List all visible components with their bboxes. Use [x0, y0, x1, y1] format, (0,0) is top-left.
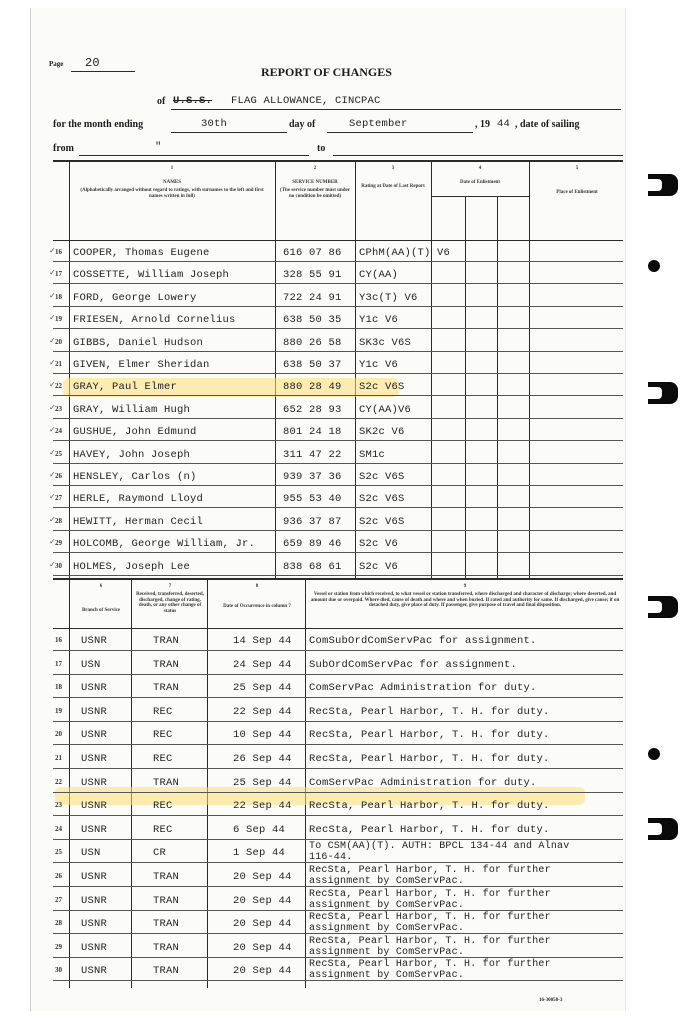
occurrence-date: 6 Sep 44: [233, 823, 286, 836]
occurrence-date: 24 Sep 44: [233, 658, 292, 671]
report-of-changes-page: [30, 8, 626, 1011]
row-number: 19: [55, 706, 62, 715]
row-number: 23: [55, 801, 62, 810]
rating: S2c V6S: [359, 515, 405, 528]
row-number: 26: [55, 472, 62, 480]
remarks: ComServPac Administration for duty.: [309, 682, 537, 695]
to-label: to: [317, 143, 326, 154]
member-name: GIBBS, Daniel Hudson: [73, 336, 204, 349]
status-change: TRAN: [153, 894, 180, 907]
rating: SK3c V6S: [359, 336, 412, 349]
occurrence-date: 25 Sep 44: [233, 682, 292, 695]
occurrence-date: 22 Sep 44: [233, 800, 292, 813]
rating: CY(AA): [359, 269, 399, 282]
occurrence-date: 14 Sep 44: [233, 635, 292, 647]
check-mark: ✓: [49, 514, 56, 524]
status-change: REC: [153, 705, 173, 718]
row-number: 16: [55, 636, 62, 644]
year-value: 44: [497, 118, 511, 130]
remarks: RecSta, Pearl Harbor, T. H. for further: [309, 935, 551, 947]
col1-number: 1: [170, 166, 174, 171]
service-number: 936 37 87: [283, 515, 342, 528]
struck-text: U.S.S.: [173, 95, 213, 107]
occurrence-date: 26 Sep 44: [233, 753, 292, 765]
col2-number: 2: [313, 166, 317, 171]
rating: Y3c(T) V6: [359, 291, 418, 304]
check-mark: ✓: [49, 447, 56, 457]
remarks-continued: assignment by ComServPac.: [309, 876, 465, 887]
row-number: 16: [55, 248, 62, 256]
from-value: ": [155, 141, 162, 153]
service-number: 328 55 91: [283, 269, 342, 282]
remarks: RecSta, Pearl Harbor, T. H. for duty.: [309, 753, 550, 765]
branch-of-service: USNR: [81, 965, 108, 978]
rating: Y1c V6: [359, 359, 399, 371]
occurrence-date: 20 Sep 44: [233, 941, 292, 954]
status-change: REC: [153, 753, 173, 765]
member-name: COOPER, Thomas Eugene: [73, 247, 210, 259]
col7-number: 7: [168, 584, 172, 589]
branch-of-service: USNR: [81, 635, 108, 647]
col2-note: (The service number must under no condition be omitted): [280, 188, 350, 199]
unit-name: FLAG ALLOWANCE, CINCPAC: [231, 95, 381, 107]
branch-of-service: USN: [81, 658, 101, 671]
branch-of-service: USNR: [81, 753, 108, 765]
day-label: day of: [289, 119, 316, 130]
branch-of-service: USNR: [81, 776, 108, 789]
occurrence-date: 10 Sep 44: [233, 729, 292, 742]
col4-number: 4: [478, 166, 482, 171]
binder-hole-1: [648, 260, 660, 272]
occurrence-date: 1 Sep 44: [233, 847, 286, 860]
col7-title: Received, transferred, deserted, discharged, change of rating, death, or any other change of status: [136, 592, 204, 614]
rating: S2c V6S: [359, 381, 405, 394]
remarks: RecSta, Pearl Harbor, T. H. for further: [309, 888, 551, 900]
row-number: 29: [55, 539, 62, 548]
row-number: 30: [55, 966, 62, 975]
page-label: Page: [49, 60, 64, 68]
remarks-continued: assignment by ComServPac.: [309, 970, 465, 982]
sailing-label: , date of sailing: [515, 119, 580, 130]
member-name: FRIESEN, Arnold Cornelius: [73, 314, 236, 327]
service-number: 638 50 37: [283, 359, 342, 371]
rating: S2c V6S: [359, 471, 405, 483]
status-change: TRAN: [153, 682, 180, 695]
rating: S2c V6: [359, 560, 399, 573]
branch-of-service: USNR: [81, 823, 108, 836]
branch-of-service: USNR: [81, 918, 108, 931]
service-number: 801 24 18: [283, 426, 342, 439]
member-name: GIVEN, Elmer Sheridan: [73, 359, 210, 371]
rating: S2c V6S: [359, 493, 405, 506]
col6-number: 6: [99, 584, 103, 589]
branch-of-service: USNR: [81, 894, 108, 907]
remarks: To CSM(AA)(T). AUTH: BPCL 134-44 and Alnav: [309, 841, 570, 853]
year-prefix: , 19: [475, 119, 490, 130]
remarks: RecSta, Pearl Harbor, T. H. for duty.: [309, 705, 550, 718]
col5-title: Place of Enlistment: [556, 190, 598, 195]
occurrence-date: 20 Sep 44: [233, 894, 292, 907]
member-name: GRAY, William Hugh: [73, 403, 191, 416]
row-number: 25: [55, 848, 62, 857]
branch-of-service: USNR: [81, 705, 108, 718]
branch-of-service: USN: [81, 847, 101, 860]
check-mark: ✓: [49, 268, 56, 278]
row-number: 17: [55, 659, 62, 668]
service-number: 659 89 46: [283, 538, 342, 551]
member-name: GUSHUE, John Edmund: [73, 426, 197, 439]
from-label: from: [53, 143, 74, 154]
row-number: 18: [55, 683, 62, 692]
member-name: HENSLEY, Carlos (n): [73, 471, 197, 483]
row-number: 20: [55, 337, 62, 346]
remarks-continued: assignment by ComServPac.: [309, 923, 465, 935]
binder-tab-3: [648, 596, 678, 618]
row-number: 27: [55, 895, 62, 904]
row-number: 25: [55, 449, 62, 458]
row-number: 22: [55, 382, 62, 391]
col3-number: 3: [391, 166, 395, 171]
check-mark: ✓: [49, 358, 56, 367]
rating: SM1c: [359, 448, 386, 461]
rating: Y1c V6: [359, 314, 399, 327]
member-name: COSSETTE, William Joseph: [73, 269, 230, 282]
status-change: TRAN: [153, 871, 180, 883]
status-change: TRAN: [153, 658, 180, 671]
service-number: 939 37 36: [283, 471, 342, 483]
col1-note: (Alphabetically arranged without regard to ratings, with surnames to the left and first names written in full): [80, 188, 264, 199]
branch-of-service: USNR: [81, 729, 108, 742]
member-name: HERLE, Raymond Lloyd: [73, 493, 204, 506]
page-number: 20: [85, 56, 100, 70]
row-number: 28: [55, 919, 62, 928]
remarks: RecSta, Pearl Harbor, T. H. for duty.: [309, 800, 550, 813]
check-mark: ✓: [49, 313, 56, 323]
month-value: September: [349, 118, 408, 130]
status-change: REC: [153, 823, 173, 836]
branch-of-service: USNR: [81, 682, 108, 695]
row-number: 17: [55, 270, 62, 279]
col3-title: Rating at Date of Last Report: [361, 184, 425, 189]
service-number: 838 68 61: [283, 560, 342, 573]
status-change: REC: [153, 729, 173, 742]
binder-hole-2: [648, 748, 660, 760]
col9-title: Vessel or station from which received, to what vessel or station transferred, where discharged and character of discharge; where deserted, and amount due or overpaid. Where died, cause of death and where and when buried. If rated and authority for same. If discharged, give cause; if on detached duty, give place of duty. If passenger, give purpose of travel and final disposition.: [310, 592, 620, 608]
remarks: RecSta, Pearl Harbor, T. H. for further: [309, 865, 551, 876]
binder-tab-1: [648, 174, 678, 196]
member-name: FORD, George Lowery: [73, 291, 197, 304]
occurrence-date: 20 Sep 44: [233, 918, 292, 931]
occurrence-date: 25 Sep 44: [233, 776, 292, 789]
page-title: REPORT OF CHANGES: [261, 65, 392, 79]
row-number: 21: [55, 360, 62, 368]
member-name: HAVEY, John Joseph: [73, 448, 191, 461]
binder-tab-2: [648, 382, 678, 404]
service-number: 722 24 91: [283, 291, 342, 304]
month-label: for the month ending: [53, 119, 144, 130]
service-number: 638 50 35: [283, 314, 342, 327]
remarks: ComSubOrdComServPac for assignment.: [309, 635, 537, 647]
day-value: 30th: [201, 118, 228, 130]
member-name: GRAY, Paul Elmer: [73, 381, 178, 394]
service-number: 955 53 40: [283, 493, 342, 506]
row-number: 27: [55, 494, 62, 503]
col4-title: Date of Enlistment: [460, 180, 500, 185]
remarks-continued: assignment by ComServPac.: [309, 946, 465, 958]
rating: CPhM(AA)(T) V6: [359, 247, 451, 259]
row-number: 29: [55, 942, 62, 951]
check-mark: ✓: [49, 470, 56, 479]
status-change: TRAN: [153, 918, 180, 931]
row-number: 28: [55, 516, 62, 525]
status-change: TRAN: [153, 776, 180, 789]
check-mark: ✓: [49, 290, 56, 300]
check-mark: ✓: [49, 425, 56, 435]
check-mark: ✓: [49, 380, 56, 390]
row-number: 24: [55, 427, 62, 436]
occurrence-date: 20 Sep 44: [233, 965, 292, 978]
member-name: HOLMES, Joseph Lee: [73, 560, 191, 573]
row-number: 19: [55, 315, 62, 324]
rating: SK2c V6: [359, 426, 405, 439]
remarks: RecSta, Pearl Harbor, T. H. for further: [309, 959, 551, 971]
col2-title: SERVICE NUMBER: [292, 180, 338, 185]
col6-title: Branch of Service: [81, 608, 121, 613]
check-mark: ✓: [49, 559, 56, 569]
remarks: RecSta, Pearl Harbor, T. H. for further: [309, 912, 551, 924]
of-label: of: [157, 96, 166, 107]
member-name: HOLCOMB, George William, Jr.: [73, 538, 256, 551]
status-change: TRAN: [153, 941, 180, 954]
row-number: 30: [55, 561, 62, 570]
col1-title: NAMES: [162, 180, 182, 185]
rating: S2c V6: [359, 538, 399, 551]
col8-title: Date of Occurrence in column 7: [223, 604, 291, 609]
branch-of-service: USNR: [81, 800, 108, 813]
status-change: REC: [153, 800, 173, 813]
col5-number: 5: [575, 166, 579, 171]
service-number: 311 47 22: [283, 448, 342, 461]
service-number: 616 07 86: [283, 247, 342, 259]
check-mark: ✓: [49, 246, 56, 255]
check-mark: ✓: [49, 537, 56, 547]
remarks: SubOrdComServPac for assignment.: [309, 658, 518, 671]
col9-number: 9: [463, 584, 467, 589]
print-code: 16-30050-3: [539, 998, 563, 1003]
service-number: 880 26 58: [283, 336, 342, 349]
branch-of-service: USNR: [81, 871, 108, 883]
member-name: HEWITT, Herman Cecil: [73, 515, 204, 528]
status-change: TRAN: [153, 635, 180, 647]
check-mark: ✓: [49, 492, 56, 502]
row-number: 18: [55, 292, 62, 301]
remarks-continued: 116-44.: [309, 852, 353, 864]
remarks: RecSta, Pearl Harbor, T. H. for duty.: [309, 729, 550, 742]
status-change: CR: [153, 847, 167, 860]
row-number: 21: [55, 754, 62, 762]
check-mark: ✓: [49, 402, 56, 412]
status-change: TRAN: [153, 965, 180, 978]
col8-number: 8: [255, 584, 259, 589]
remarks: ComServPac Administration for duty.: [309, 776, 537, 789]
row-number: 22: [55, 777, 62, 786]
remarks: RecSta, Pearl Harbor, T. H. for duty.: [309, 823, 550, 836]
check-mark: ✓: [49, 335, 56, 345]
binder-tab-4: [648, 818, 678, 840]
service-number: 652 28 93: [283, 403, 342, 416]
rating: CY(AA)V6: [359, 403, 412, 416]
remarks-continued: assignment by ComServPac.: [309, 899, 465, 911]
row-number: 23: [55, 404, 62, 413]
row-number: 24: [55, 824, 62, 833]
branch-of-service: USNR: [81, 941, 108, 954]
occurrence-date: 20 Sep 44: [233, 871, 292, 883]
row-number: 26: [55, 872, 62, 880]
service-number: 880 28 49: [283, 381, 342, 394]
row-number: 20: [55, 730, 62, 739]
occurrence-date: 22 Sep 44: [233, 705, 292, 718]
